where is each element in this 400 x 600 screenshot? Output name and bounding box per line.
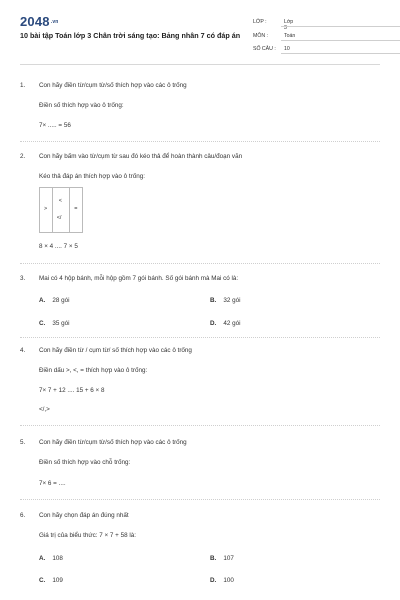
meta-underline (281, 26, 400, 27)
option-d[interactable]: D. 42 gói (210, 320, 241, 327)
drag-options-box (39, 187, 83, 233)
header-divider (20, 64, 380, 65)
question-stem: Con hãy điền từ/cụm từ/số thích hợp vào các ô trống (39, 439, 187, 446)
question-stem: Con hãy bấm vào từ/cụm từ sau đó kéo thả để hoàn thành câu/đoạn văn (39, 153, 243, 160)
option-a[interactable]: A. 28 gói (39, 297, 70, 304)
logo-text: 2048 (20, 14, 50, 29)
question-number: 6. (20, 512, 26, 519)
question-number: 1. (20, 82, 26, 89)
meta-count-value: 10 (284, 46, 290, 52)
question-stem: Con hãy điền từ/cụm từ/số thích hợp vào các ô trống (39, 82, 187, 89)
option-c[interactable]: C. 35 gói (39, 320, 70, 327)
question-stem: Con hãy chọn đáp án đúng nhất (39, 512, 129, 519)
question-number: 3. (20, 275, 26, 282)
option-b[interactable]: B. 32 gói (210, 297, 241, 304)
question-divider (20, 425, 380, 426)
site-logo[interactable] (20, 14, 59, 29)
question-number: 5. (20, 439, 26, 446)
question-instruction: Điền số thích hợp vào ô trống: (39, 102, 124, 109)
question-instruction: Kéo thả đáp án thích hợp vào ô trống: (39, 173, 146, 180)
meta-grade-key: LỚP : (253, 19, 267, 25)
drop-target-expression[interactable]: 8 × 4 .... 7 × 5 (39, 243, 78, 250)
answer-choices-hint: </,> (39, 406, 50, 413)
meta-count-key: SỐ CÂU : (253, 46, 276, 52)
fill-blank-expression[interactable]: 7× 6 = .... (39, 480, 66, 487)
document-title: 10 bài tập Toán lớp 3 Chân trời sáng tạo: Bảng nhân 7 có đáp án (20, 31, 241, 40)
question-stem: Mai có 4 hộp bánh, mỗi hộp gồm 7 gói bánh. Số gói bánh mà Mai có là: (39, 275, 239, 282)
meta-underline (281, 53, 400, 54)
meta-subject-key: MÔN : (253, 33, 268, 39)
logo-tld: .vn (50, 19, 59, 25)
question-divider (20, 337, 380, 338)
question-instruction: Giá trị của biểu thức: 7 × 7 + 58 là: (39, 532, 136, 539)
question-divider (20, 499, 380, 500)
question-instruction: Điền số thích hợp vào chỗ trống: (39, 459, 131, 466)
meta-subject-value: Toán (284, 33, 296, 39)
option-d[interactable]: D. 100 (210, 577, 234, 584)
question-number: 4. (20, 347, 26, 354)
drag-option-slash[interactable]: </ (56, 215, 62, 221)
option-c[interactable]: C. 109 (39, 577, 63, 584)
question-number: 2. (20, 153, 26, 160)
drag-option-less[interactable]: < (58, 198, 62, 204)
question-divider (20, 263, 380, 264)
question-instruction: Điền dấu >, <, = thích hợp vào ô trống: (39, 367, 148, 374)
question-stem: Con hãy điền từ / cụm từ/ số thích hợp vào các ô trống (39, 347, 192, 354)
drag-option-equal[interactable]: = (74, 206, 78, 212)
fill-blank-expression[interactable]: 7× 7 + 12 .... 15 + 6 × 8 (39, 387, 105, 394)
fill-blank-expression[interactable]: 7× ..... = 56 (39, 122, 71, 129)
drag-option-greater[interactable]: > (40, 188, 53, 232)
meta-underline (281, 40, 400, 41)
meta-grade-value: Lớp 3 (284, 19, 294, 31)
drag-option-stack (53, 188, 71, 232)
question-divider (20, 141, 380, 142)
option-a[interactable]: A. 108 (39, 555, 63, 562)
option-b[interactable]: B. 107 (210, 555, 234, 562)
